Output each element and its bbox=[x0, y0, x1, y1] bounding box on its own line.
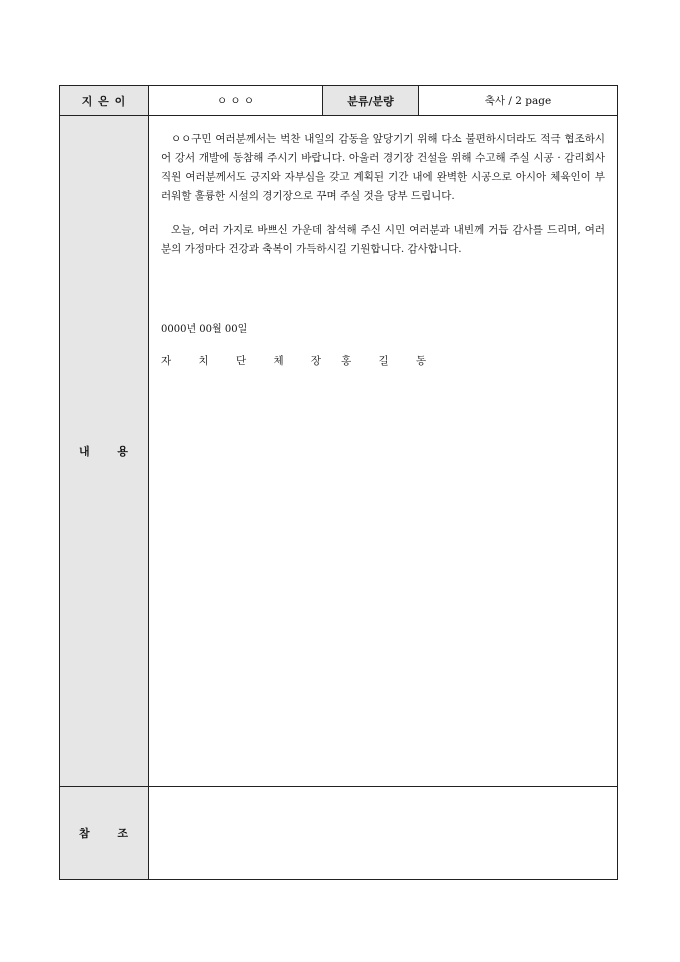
signer-title: 자 치 단 체 장 bbox=[161, 355, 328, 367]
paragraph-2: 오늘, 여러 가지로 바쁘신 가운데 참석해 주신 시민 여러분과 내빈께 거듭 감사를 드리며, 여러분의 가정마다 건강과 축복이 가득하시길 기원합니다. 감사합니다. bbox=[161, 224, 605, 255]
content-body bbox=[149, 116, 618, 787]
signer-name: 홍 길 동 bbox=[341, 355, 433, 367]
category-label: 분류/분량 bbox=[323, 86, 419, 116]
reference-label: 참 조 bbox=[60, 787, 149, 880]
speech-form-table bbox=[59, 85, 618, 880]
signature-line bbox=[161, 352, 605, 371]
paragraph-1: ㅇㅇ구민 여러분께서는 벅찬 내일의 감동을 앞당기기 위해 다소 불편하시더라도 적극 협조하시어 강서 개발에 동참해 주시기 바랍니다. 아울러 경기장 건설을 위해 수고해 주실 시공 · 감리회사 직원 여러분께서도 긍지와 자부심을 갖고 계획된 기간 내에 완벽한 시공으로 아시아 체육인이 부러워할 훌륭한 시설의 경기장으로 꾸며 주실 것을 당부 드립니다. bbox=[161, 133, 605, 202]
author-label: 지 은 이 bbox=[60, 86, 149, 116]
category-value: 축사 / 2 page bbox=[419, 86, 618, 116]
content-row bbox=[60, 116, 618, 787]
content-label: 내 용 bbox=[60, 116, 149, 787]
reference-value bbox=[149, 787, 618, 880]
reference-row bbox=[60, 787, 618, 880]
speech-date: 0000년 00월 00일 bbox=[161, 324, 248, 335]
author-value: ㅇ ㅇ ㅇ bbox=[149, 86, 323, 116]
header-row bbox=[60, 86, 618, 116]
